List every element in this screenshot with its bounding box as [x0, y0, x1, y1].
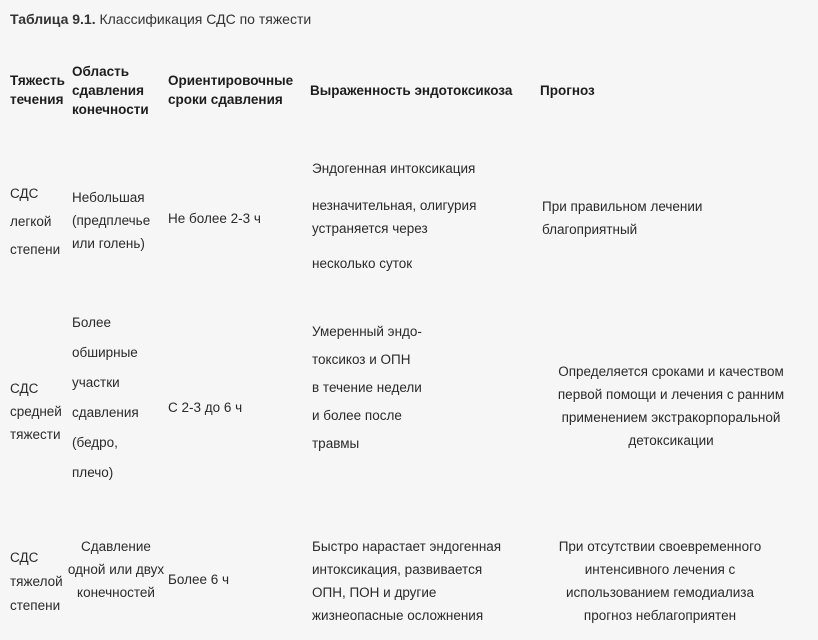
table-title: Классификация СДС по тяжести [99, 11, 312, 27]
row2-severity: СДС средней тяжести [10, 381, 62, 442]
header-area: Область сдавления конечности [72, 64, 149, 117]
row1-prognosis: При правильном лечении благоприятный [542, 199, 703, 237]
row1-area: Небольшая (предплечье или голень) [72, 190, 151, 251]
header-toxicosis: Выраженность эндотоксикоза [310, 83, 513, 98]
row1-toxicosis: Эндогенная интоксикация незначительная, олигурия устраняется через несколько суток [312, 161, 477, 271]
row3-prognosis: При отсутствии своевременного интенсивного лечения с использованием гемодиализа прогноз неблагоприятен [558, 539, 762, 623]
row3-toxicosis: Быстро нарастает эндогенная интоксикация, развивается ОПН, ПОН и другие жизнеопасные осложнения [312, 539, 502, 623]
row1-severity: СДС легкой степени [10, 186, 61, 257]
row2-prognosis: Определяется сроками и качеством первой помощи и лечения с ранним применением экстракорпоральной детоксикации [557, 364, 785, 448]
header-severity: Тяжесть течения [10, 73, 65, 107]
row1-duration: Не более 2-3 ч [168, 211, 261, 226]
row3-area: Сдавление одной или двух конечностей [67, 539, 165, 600]
table-number: Таблица 9.1. [10, 11, 96, 27]
header-duration: Ориентировочные сроки сдавления [168, 73, 294, 107]
row2-area: Более обширные участки сдавления (бедро, плечо) [72, 315, 139, 480]
header-prognosis: Прогноз [540, 83, 595, 98]
row2-toxicosis: Умеренный эндо- токсикоз и ОПН в течение недели и более после травмы [312, 324, 422, 451]
table-caption [10, 11, 311, 27]
row2-duration: С 2-3 до 6 ч [168, 400, 243, 415]
row3-severity: СДС тяжелой степени [10, 550, 63, 613]
row3-duration: Более 6 ч [168, 572, 230, 587]
